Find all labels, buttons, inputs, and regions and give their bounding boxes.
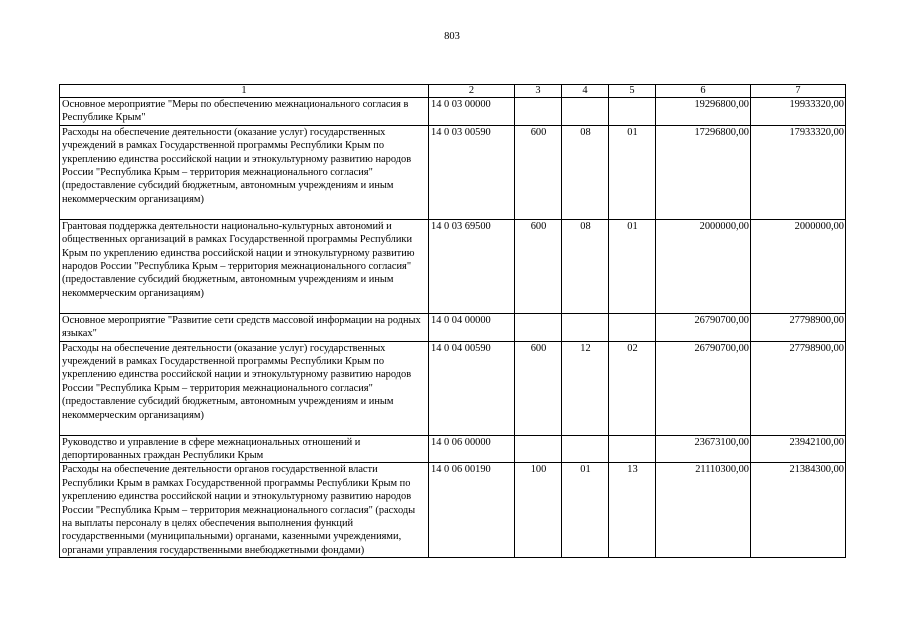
budget-table [59, 84, 846, 558]
row-section: 01 [562, 463, 609, 558]
column-header: 5 [609, 85, 656, 98]
row-expense-type: 100 [515, 463, 562, 558]
row-value-7: 19933320,00 [751, 98, 846, 126]
row-code: 14 0 04 00000 [429, 313, 515, 341]
row-section [562, 435, 609, 463]
table-row [60, 125, 846, 219]
row-subsection [609, 313, 656, 341]
row-section: 08 [562, 125, 609, 219]
table-header-row [60, 85, 846, 98]
row-section [562, 313, 609, 341]
table-row [60, 98, 846, 126]
row-subsection [609, 98, 656, 126]
row-value-6: 2000000,00 [656, 219, 751, 313]
column-header: 3 [515, 85, 562, 98]
row-value-7: 27798900,00 [751, 313, 846, 341]
row-section: 12 [562, 341, 609, 435]
row-value-6: 23673100,00 [656, 435, 751, 463]
row-value-7: 21384300,00 [751, 463, 846, 558]
row-expense-type: 600 [515, 341, 562, 435]
row-code: 14 0 03 00000 [429, 98, 515, 126]
column-header: 1 [60, 85, 429, 98]
row-name: Основное мероприятие "Развитие сети средств массовой информации на родных языках" [60, 313, 429, 341]
row-subsection: 01 [609, 125, 656, 219]
row-code: 14 0 03 00590 [429, 125, 515, 219]
row-section: 08 [562, 219, 609, 313]
row-section [562, 98, 609, 126]
row-code: 14 0 04 00590 [429, 341, 515, 435]
row-expense-type [515, 98, 562, 126]
table-row [60, 219, 846, 313]
row-subsection: 01 [609, 219, 656, 313]
row-name: Расходы на обеспечение деятельности (оказание услуг) государственных учреждений в рамках Государственной программы Республики Крым по укреплению единства российской нации и этнокультурному развитию народов России "Республика Крым – территория межнационального согласия" (предоставление субсидий бюджетным, автономным учреждениям и иным некоммерческим организациям) [60, 341, 429, 435]
row-expense-type [515, 435, 562, 463]
table-row [60, 341, 846, 435]
row-value-6: 26790700,00 [656, 341, 751, 435]
row-expense-type: 600 [515, 125, 562, 219]
row-value-6: 19296800,00 [656, 98, 751, 126]
column-header: 6 [656, 85, 751, 98]
row-expense-type: 600 [515, 219, 562, 313]
page-number: 803 [444, 31, 460, 42]
column-header: 4 [562, 85, 609, 98]
row-name: Грантовая поддержка деятельности национально-культурных автономий и общественных организаций в рамках Государственной программы Республики Крым по укреплению единства российской нации и этнокультурному развитию народов России "Республика Крым – территория межнационального согласия" (предоставление субсидий бюджетным, автономным учреждениям и иным некоммерческим организациям) [60, 219, 429, 313]
row-value-7: 23942100,00 [751, 435, 846, 463]
row-expense-type [515, 313, 562, 341]
row-subsection [609, 435, 656, 463]
row-value-7: 2000000,00 [751, 219, 846, 313]
row-subsection: 02 [609, 341, 656, 435]
row-name: Руководство и управление в сфере межнациональных отношений и депортированных граждан Республики Крым [60, 435, 429, 463]
row-code: 14 0 03 69500 [429, 219, 515, 313]
row-value-7: 17933320,00 [751, 125, 846, 219]
row-name: Расходы на обеспечение деятельности органов государственной власти Республики Крым в рамках Государственной программы Республики Крым по укреплению единства российской нации и этнокультурному развитию народов России "Республика Крым – территория межнационального согласия" (расходы на выплаты персоналу в целях обеспечения выполнения функций государственными (муниципальными) органами, казенными учреждениями, органами управления государственными внебюджетными фондами) [60, 463, 429, 558]
row-code: 14 0 06 00190 [429, 463, 515, 558]
row-name: Расходы на обеспечение деятельности (оказание услуг) государственных учреждений в рамках Государственной программы Республики Крым по укреплению единства российской нации и этнокультурному развитию народов России "Республика Крым – территория межнационального согласия" (предоставление субсидий бюджетным, автономным учреждениям и иным некоммерческим организациям) [60, 125, 429, 219]
row-name: Основное мероприятие "Меры по обеспечению межнационального согласия в Республике Крым" [60, 98, 429, 126]
row-value-6: 21110300,00 [656, 463, 751, 558]
table-row [60, 435, 846, 463]
table-row [60, 313, 846, 341]
column-header: 2 [429, 85, 515, 98]
row-value-6: 26790700,00 [656, 313, 751, 341]
row-value-7: 27798900,00 [751, 341, 846, 435]
row-code: 14 0 06 00000 [429, 435, 515, 463]
row-value-6: 17296800,00 [656, 125, 751, 219]
table-row [60, 463, 846, 558]
row-subsection: 13 [609, 463, 656, 558]
column-header: 7 [751, 85, 846, 98]
